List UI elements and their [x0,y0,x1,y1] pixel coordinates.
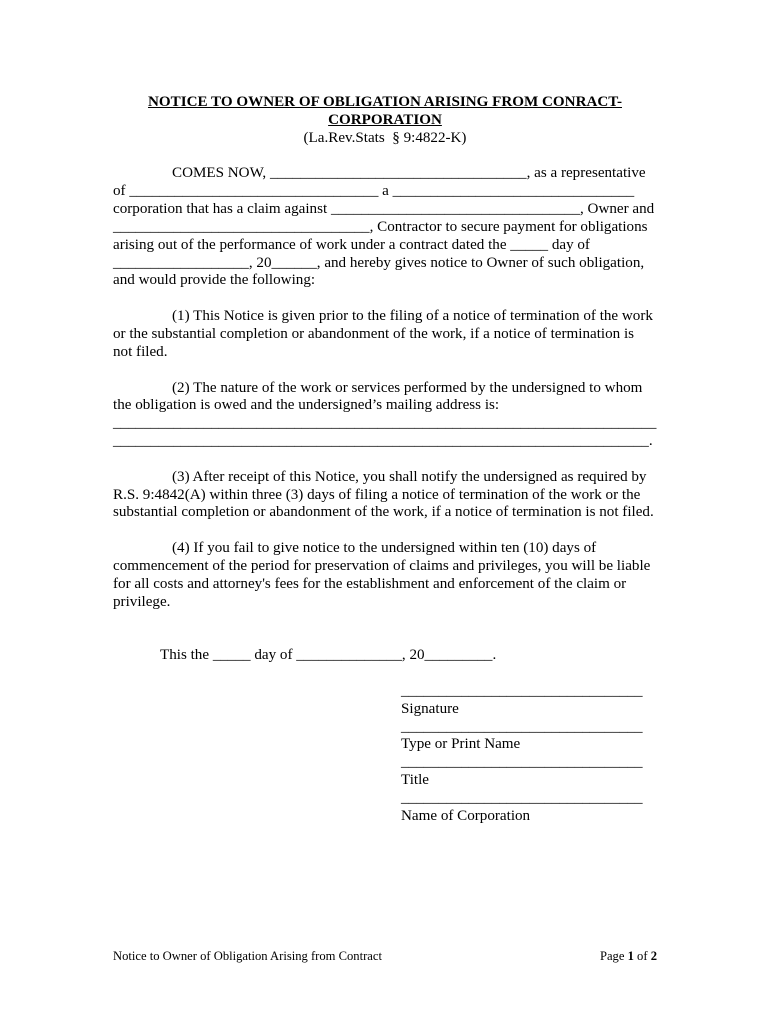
signature-blank: ________________________________ [401,682,643,699]
corporation-name-label: Name of Corporation [401,807,531,824]
mailing-address-blank: _______________________________________________________________________. [113,433,653,450]
document-body [113,94,657,826]
signature-label: Signature [401,700,459,717]
mailing-address-blank: ________________________________________________________________________ [113,415,657,432]
footer-form-title: Notice to Owner of Obligation Arising from Contract [113,949,382,963]
print-name-label: Type or Print Name [401,736,521,753]
clause-line: (4) If you fail to give notice to the undersigned within ten (10) days of [172,540,597,557]
clause-1 [113,308,657,362]
clause-line: the obligation is owed and the undersigned’s mailing address is: [113,397,500,414]
intro-line: arising out of the performance of work under a contract dated the _____ day of [113,236,590,253]
clause-line: R.S. 9:4842(A) within three (3) days of filing a notice of termination of the work or the [113,486,641,503]
document-header [113,94,657,148]
intro-line: __________________, 20______, and hereby gives notice to Owner of such obligation, [113,254,645,271]
clause-line: privilege. [113,593,171,610]
print-name-blank: ________________________________ [401,718,643,735]
signature-block [113,683,657,826]
statute-citation: (La.Rev.Stats § 9:4822-K) [303,129,467,146]
clause-4 [113,540,657,611]
document-title-line-1: NOTICE TO OWNER OF OBLIGATION ARISING FROM CONRACT- [148,94,622,110]
clause-line: substantial completion or abandonment of the work, if a notice of termination is not filed. [113,504,654,521]
clause-3 [113,469,657,523]
page-of-label: of [637,949,648,963]
intro-line: of _________________________________ a ________________________________ [113,183,635,200]
clause-line: for all costs and attorney's fees for the establishment and enforcement of the claim or [113,575,627,592]
page-footer [113,948,657,964]
clause-line: (3) After receipt of this Notice, you shall notify the undersigned as required by [172,468,647,485]
intro-line: corporation that has a claim against _________________________________, Owner and [113,201,655,218]
page-label: Page [599,949,625,963]
intro-line: and would provide the following: [113,272,316,289]
clause-line: (2) The nature of the work or services performed by the undersigned to whom [172,379,643,396]
intro-line: __________________________________, Contractor to secure payment for obligations [113,218,648,235]
execution-date-line: This the _____ day of ______________, 20_________. [160,647,497,664]
total-pages: 2 [650,949,657,963]
current-page: 1 [627,949,634,963]
title-blank: ________________________________ [401,754,643,771]
clause-2 [113,380,657,451]
clause-line: commencement of the period for preservation of claims and privileges, you will be liable [113,557,651,574]
title-label: Title [401,772,429,789]
clause-line: (1) This Notice is given prior to the filing of a notice of termination of the work [172,308,653,325]
page-number [600,948,657,964]
intro-paragraph [113,165,657,290]
clause-line: or the substantial completion or abandonment of the work, if a notice of termination is [113,325,635,342]
intro-line: COMES NOW, __________________________________, as a representative [172,165,646,182]
clause-line: not filed. [113,343,168,360]
document-title-line-2: CORPORATION [328,111,442,128]
corporation-name-blank: ________________________________ [401,789,643,806]
